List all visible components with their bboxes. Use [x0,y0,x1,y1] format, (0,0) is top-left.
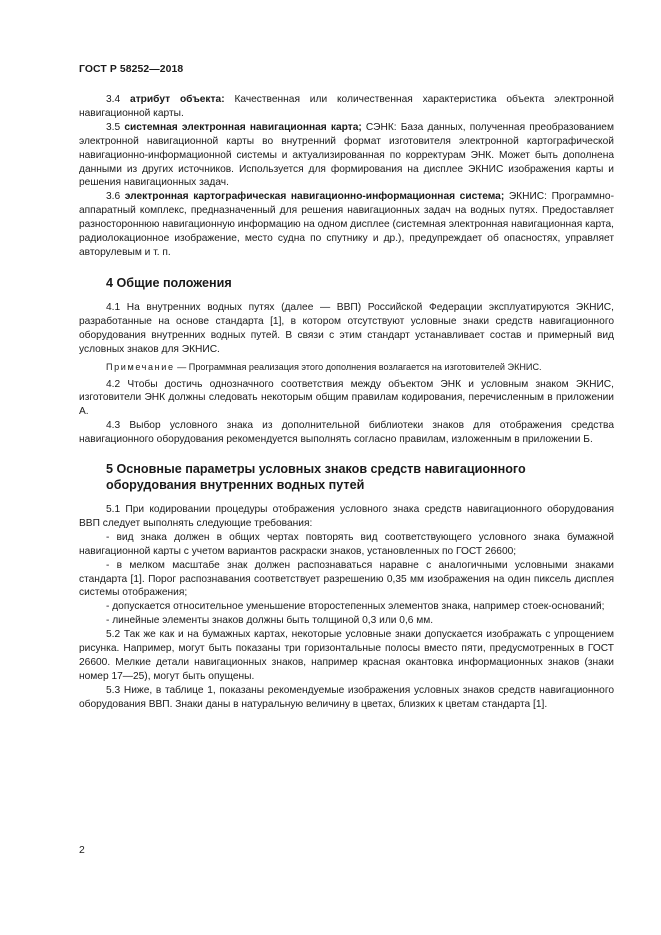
clause-4-3: 4.3 Выбор условного знака из дополнительной библиотеки знаков для отображения средства навигационного оборудования рекомендуется выполнять согласно правилам, изложенным в приложении Б. [79,420,614,446]
clause-5-2: 5.2 Так же как и на бумажных картах, некоторые условные знаки допускается изображать с упрощением рисунка. Например, могут быть показаны три горизонтальные полосы вместо пяти, предусмотренных в ГОСТ 26600. Мелкие детали навигационных знаков, например красная окантовка информационных знаков (знаки номер 17—25), могут быть опущены. [79,629,614,682]
note [79,361,614,374]
definition-number: 3.6 [106,191,121,203]
definition-text: Качественная или количественная характеристика объекта электронной навигационной карты. [79,94,614,119]
section-5-heading-line2: оборудования внутренних водных путей [106,477,365,492]
clause-4-1: 4.1 На внутренних водных путях (далее — ВВП) Российской Федерации эксплуатируются ЭКНИС, разработанные на основе стандарта [1], в котором отсутствуют условные знаки средств навигационного оборудования внутренних водных путей. В связи с этим стандарт устанавливает состав и примерный вид условных знаков для ЭКНИС. [79,302,614,356]
clause-4-2: 4.2 Чтобы достичь однозначного соответствия между объектом ЭНК и условным знаком ЭКНИС, изготовители ЭНК должны следовать некоторым общим правилам кодирования, перечисленным в приложении А. [79,378,614,418]
requirement-item: - линейные элементы знаков должны быть толщиной 0,3 или 0,6 мм. [106,615,434,627]
definition-3-5 [79,121,614,191]
definition-text: СЭНК: База данных, полученная преобразованием электронной навигационной карты во внутренний формат изготовителя электронной картографической навигационно-информационной системы и актуализированная по корректурам ЭНК. Может быть дополнена данными из других источников. Используется для формирования на дисплее ЭКНИС изображения карты и решения навигационных задач. [79,121,614,189]
clause-5-1: 5.1 При кодировании процедуры отображения условного знака средств навигационного оборудования ВВП следует выполнять следующие требования: [79,504,614,529]
definition-term: электронная картографическая навигационно-информационная система; [124,191,505,203]
section-4-heading: 4 Общие положения [106,275,232,290]
definition-term: системная электронная навигационная карта; [124,121,362,133]
definition-number: 3.5 [106,121,121,133]
requirement-item: - в мелком масштабе знак должен распознаваться наравне с аналогичными условными знаками стандарта [1]. Порог распознавания соответствует разрешению 0,35 мм изображения на один пиксель дисплея системы отображения; [79,559,614,599]
page-number: 2 [79,845,85,856]
definition-term: атрибут объекта: [130,94,225,105]
page-content [79,93,614,712]
requirement-item: - допускается относительное уменьшение второстепенных элементов знака, например стоек-оснований; [106,601,605,613]
section-5-heading-line1: 5 Основные параметры условных знаков средств навигационного [106,462,526,477]
note-label: Примечание [106,362,175,372]
definition-number: 3.4 [106,94,121,105]
definition-text: ЭКНИС: Программно-аппаратный комплекс, предназначенный для решения навигационных задач на водных путях. Предоставляет разностороннюю навигационную информацию на одном дисплее (системная электронная навигационная карта, радиолокационное изображение, место судна по спутнику и др.), предупреждает об опасностях, управляет авторулевым и т. п. [79,191,614,258]
clause-5-3: 5.3 Ниже, в таблице 1, показаны рекомендуемые изображения условных знаков средств навигационного оборудования ВВП. Знаки даны в натуральную величину в цветах, близких к цветам стандарта [1]. [79,684,614,710]
definition-3-4 [79,93,614,121]
definition-3-6 [79,190,614,260]
standard-header: ГОСТ Р 58252—2018 [79,64,184,75]
requirement-item: - вид знака должен в общих чертах повторять вид соответствующего условного знака бумажной навигационной карты с учетом вариантов раскраски знаков, установленных по ГОСТ 26600; [79,531,614,557]
section-5-heading [79,462,614,493]
note-text: — Программная реализация этого дополнения возлагается на изготовителей ЭКНИС. [174,362,542,372]
